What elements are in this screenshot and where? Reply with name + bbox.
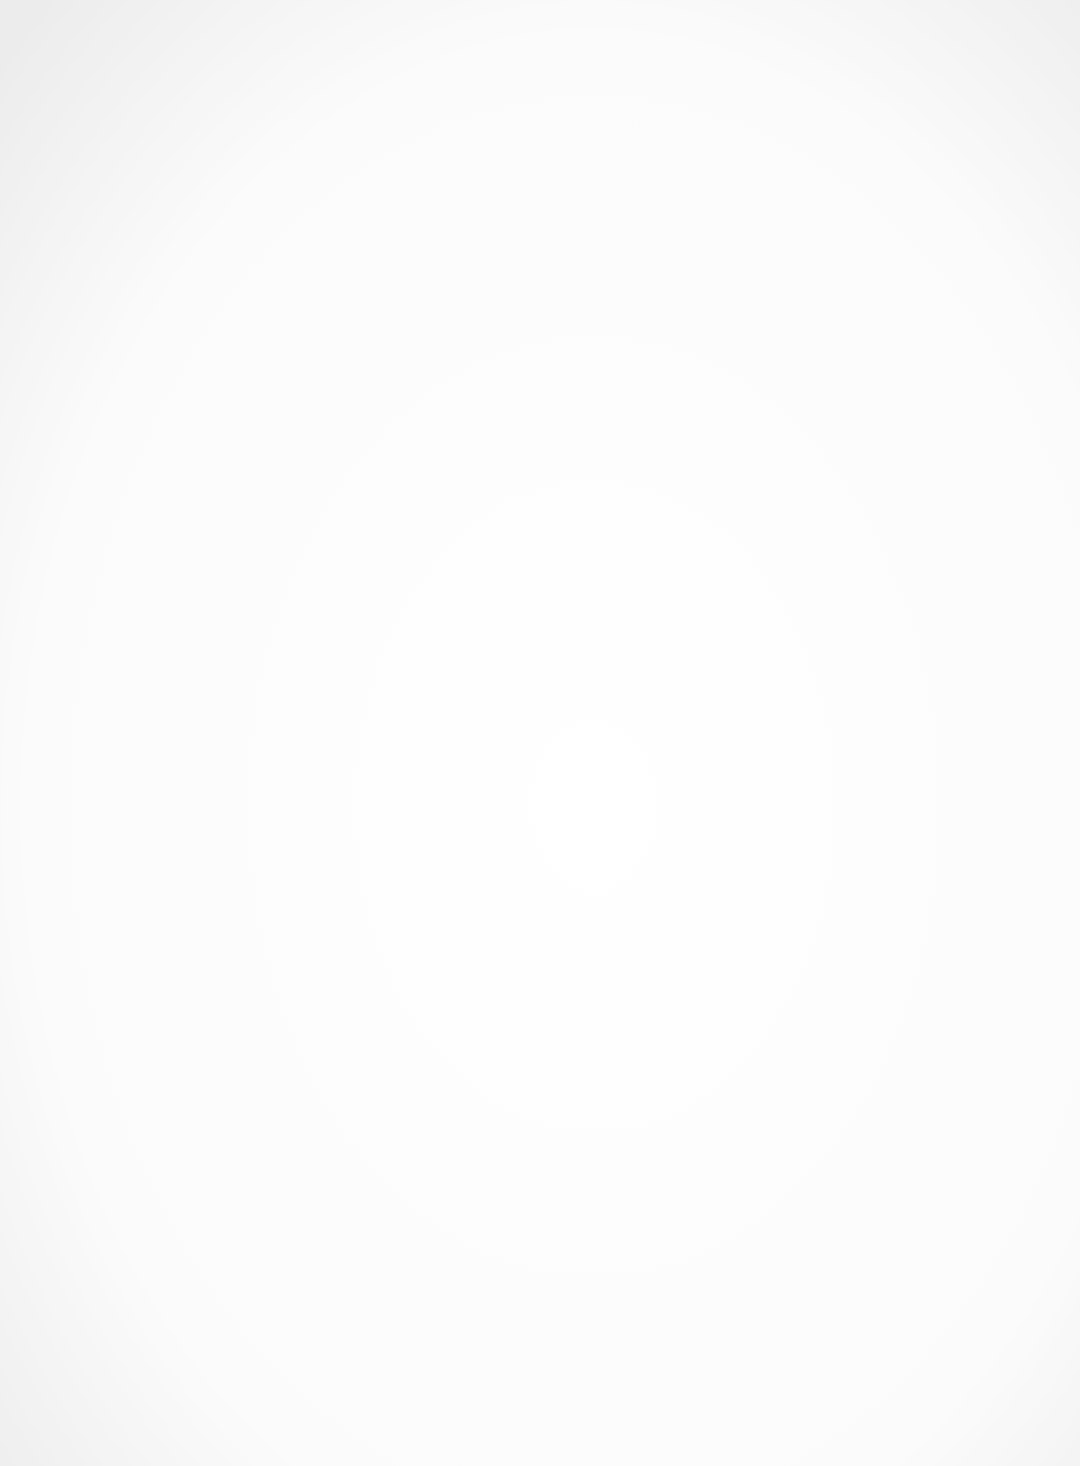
- left-column: [129, 338, 489, 352]
- right-column: [593, 338, 953, 352]
